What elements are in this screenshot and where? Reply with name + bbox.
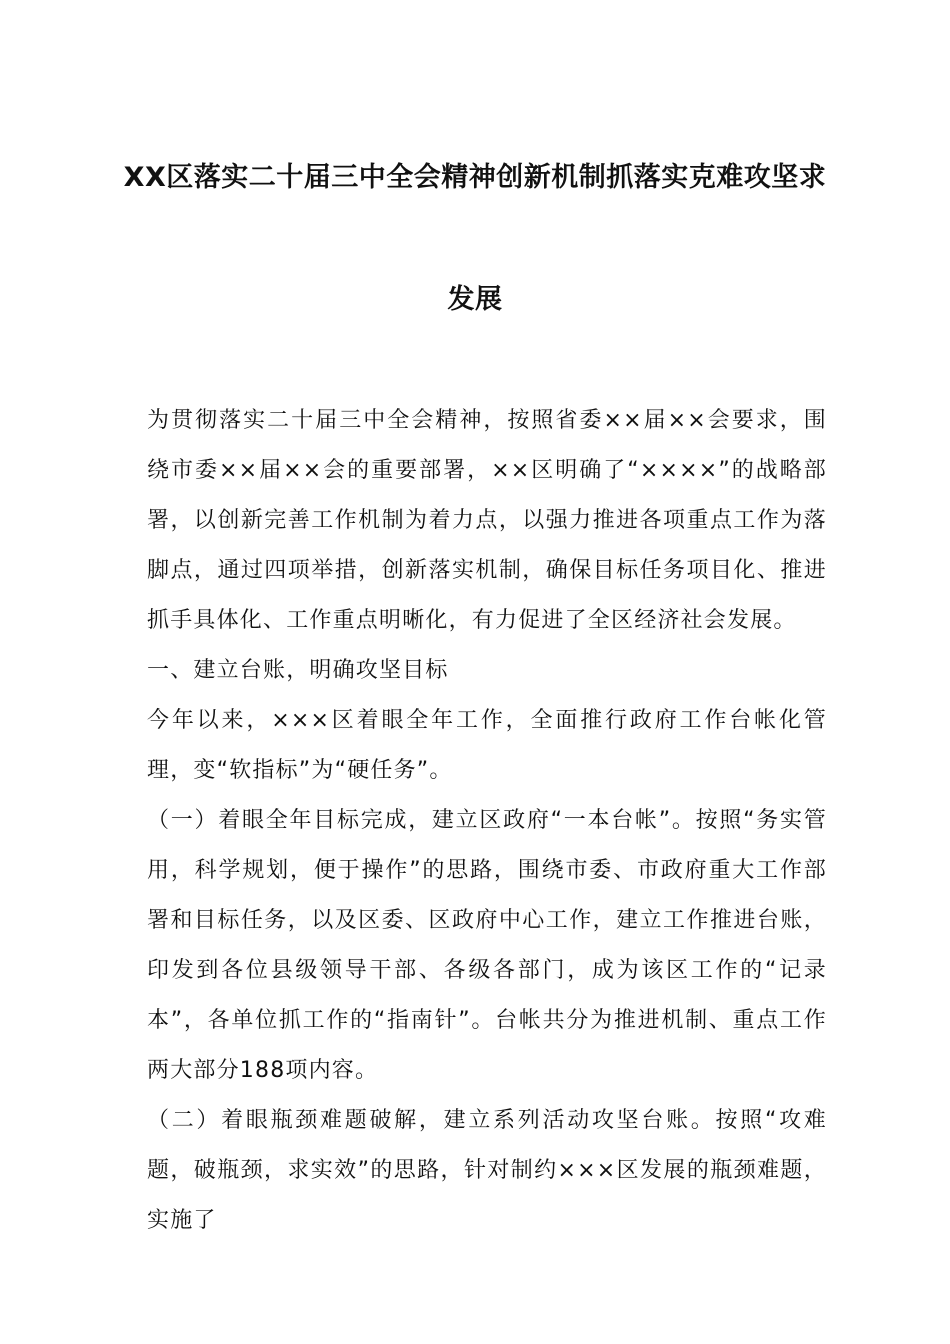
document-title-line1: XX区落实二十届三中全会精神创新机制抓落实克难攻坚求 [123,162,827,193]
document-title-line2: 发展 [447,284,503,315]
paragraph-item-1: （一）着眼全年目标完成，建立区政府“一本台帐”。按照“务实管用，科学规划，便于操作”的思路，围绕市委、市政府重大工作部署和目标任务，以及区委、区政府中心工作，建立工作推进台账，印发到各位县级领导干部、各级各部门，成为该区工作的“记录本”，各单位抓工作的“指南针”。台帐共分为推进机制、重点工作两大部分188项内容。 [147,808,827,1083]
section-heading-1: 一、建立台账，明确攻坚目标 [147,658,449,683]
paragraph-item-2: （二）着眼瓶颈难题破解，建立系列活动攻坚台账。按照“攻难题，破瓶颈，求实效”的思路，针对制约×××区发展的瓶颈难题，实施了 [147,1108,827,1233]
paragraph-section1-intro: 今年以来，×××区着眼全年工作，全面推行政府工作台帐化管理，变“软指标”为“硬任务”。 [147,708,827,783]
document-body [147,396,827,1246]
paragraph-intro: 为贯彻落实二十届三中全会精神，按照省委××届××会要求，围绕市委××届××会的重要部署，××区明确了“××××”的战略部署，以创新完善工作机制为着力点，以强力推进各项重点工作为落脚点，通过四项举措，创新落实机制，确保目标任务项目化、推进抓手具体化、工作重点明晰化，有力促进了全区经济社会发展。 [147,408,827,633]
